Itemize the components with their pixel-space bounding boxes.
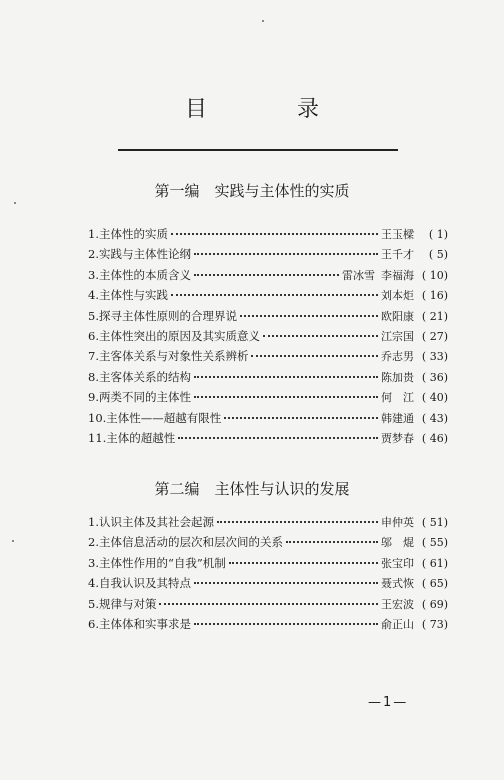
toc-entry (88, 596, 448, 616)
entry-page: ( 1) (428, 228, 448, 241)
toc-entry (88, 534, 448, 554)
entry-title: 8.主客体关系的结构 (88, 369, 191, 384)
entry-author: 申仲英 (381, 516, 414, 529)
entry-author: 江宗国 (381, 329, 414, 343)
dot-leader (251, 355, 378, 357)
entry-title: 5.探寻主体性原则的合理界说 (88, 308, 237, 323)
entry-page: ( 27) (421, 329, 448, 343)
page-title: 目 录 (184, 97, 353, 122)
toc-entry (88, 555, 448, 575)
dot-leader (224, 417, 378, 419)
scan-speck (12, 540, 14, 542)
entry-author: 王宏波 (381, 597, 414, 611)
toc-entry (88, 514, 448, 534)
dot-leader (171, 233, 378, 235)
toc-entry (88, 267, 448, 287)
entry-author: 贾梦春 (381, 431, 414, 445)
entry-page: ( 51) (421, 516, 448, 529)
entry-author: 邬 焜 (381, 536, 414, 550)
entry-author: 王玉樑 (381, 228, 414, 241)
part-one-heading: 第一编 实践与主体性的实质 (154, 182, 350, 200)
entry-title: 11.主体的超越性 (88, 430, 176, 445)
entry-title: 1.主体性的实质 (88, 227, 168, 241)
dot-leader (217, 521, 378, 523)
dot-leader (178, 437, 378, 439)
entry-title: 3.主体性作用的“自我”机制 (88, 555, 226, 570)
part-one-entries (88, 226, 448, 450)
entry-author: 聂式恢 (381, 577, 414, 591)
dot-leader (286, 541, 378, 543)
entry-title: 4.主体性与实践 (88, 288, 168, 303)
dot-leader (194, 274, 339, 276)
entry-title: 9.两类不同的主体性 (88, 390, 191, 405)
entry-title: 2.主体信息活动的层次和层次间的关系 (88, 535, 283, 550)
entry-author: 陈加贵 (381, 370, 414, 384)
entry-page: ( 10) (421, 268, 448, 282)
scan-speck (262, 20, 264, 22)
entry-author: 刘本炬 (381, 289, 414, 303)
entry-author: 何 江 (381, 391, 414, 405)
entry-page: ( 55) (421, 536, 448, 550)
entry-page: ( 36) (421, 370, 448, 384)
toc-entry (88, 389, 448, 409)
part-two-heading: 第二编 主体性与认识的发展 (154, 480, 350, 498)
toc-entry (88, 616, 448, 636)
dot-leader (263, 335, 378, 337)
entry-author: 王千才 (381, 248, 414, 262)
entry-page: ( 43) (421, 411, 448, 425)
dot-leader (194, 582, 378, 584)
toc-entry (88, 348, 448, 368)
dot-leader (194, 623, 378, 625)
entry-page: ( 16) (421, 289, 448, 303)
entry-title: 5.规律与对策 (88, 596, 157, 611)
entry-title: 3.主体性的本质含义 (88, 267, 191, 282)
title-rule (118, 149, 398, 151)
dot-leader (194, 396, 378, 398)
entry-title: 7.主客体关系与对象性关系辨析 (88, 349, 249, 364)
entry-page: ( 21) (421, 309, 448, 323)
entry-page: ( 65) (421, 577, 448, 591)
scan-speck (14, 202, 16, 204)
toc-entry (88, 575, 448, 595)
entry-author: 俞正山 (381, 617, 414, 631)
entry-title: 4.自我认识及其特点 (88, 576, 191, 591)
part-two-entries (88, 514, 448, 636)
entry-page: ( 73) (421, 617, 448, 631)
dot-leader (159, 603, 378, 605)
dot-leader (171, 294, 378, 296)
dot-leader (194, 376, 378, 378)
toc-entry (88, 287, 448, 307)
dot-leader (229, 562, 378, 564)
entry-author: 乔志男 (381, 350, 414, 364)
entry-title: 10.主体性——超越有限性 (88, 410, 222, 425)
entry-page: ( 40) (421, 391, 448, 405)
entry-title: 6.主体性突出的原因及其实质意义 (88, 328, 260, 343)
dot-leader (194, 253, 378, 255)
entry-author: 张宝印 (381, 556, 414, 570)
entry-author: 韩建通 (381, 411, 414, 425)
toc-entry (88, 410, 448, 430)
entry-title: 1.认识主体及其社会起源 (88, 515, 214, 529)
entry-page: ( 33) (421, 350, 448, 364)
entry-page: ( 5) (428, 248, 448, 262)
entry-page: ( 61) (421, 556, 448, 570)
toc-entry (88, 328, 448, 348)
toc-entry (88, 246, 448, 266)
entry-title: 6.主体体和实事求是 (88, 616, 191, 631)
entry-title: 2.实践与主体性论纲 (88, 247, 191, 262)
dot-leader (240, 315, 378, 317)
page-number: —1— (368, 695, 409, 710)
entry-page: ( 69) (421, 597, 448, 611)
toc-entry (88, 308, 448, 328)
toc-entry (88, 226, 448, 246)
entry-page: ( 46) (421, 431, 448, 445)
toc-entry (88, 430, 448, 450)
entry-coauthor: 雷冰雪 (342, 268, 375, 282)
entry-author: 欧阳康 (381, 309, 414, 323)
entry-author: 李福海 (381, 268, 414, 282)
toc-entry (88, 369, 448, 389)
